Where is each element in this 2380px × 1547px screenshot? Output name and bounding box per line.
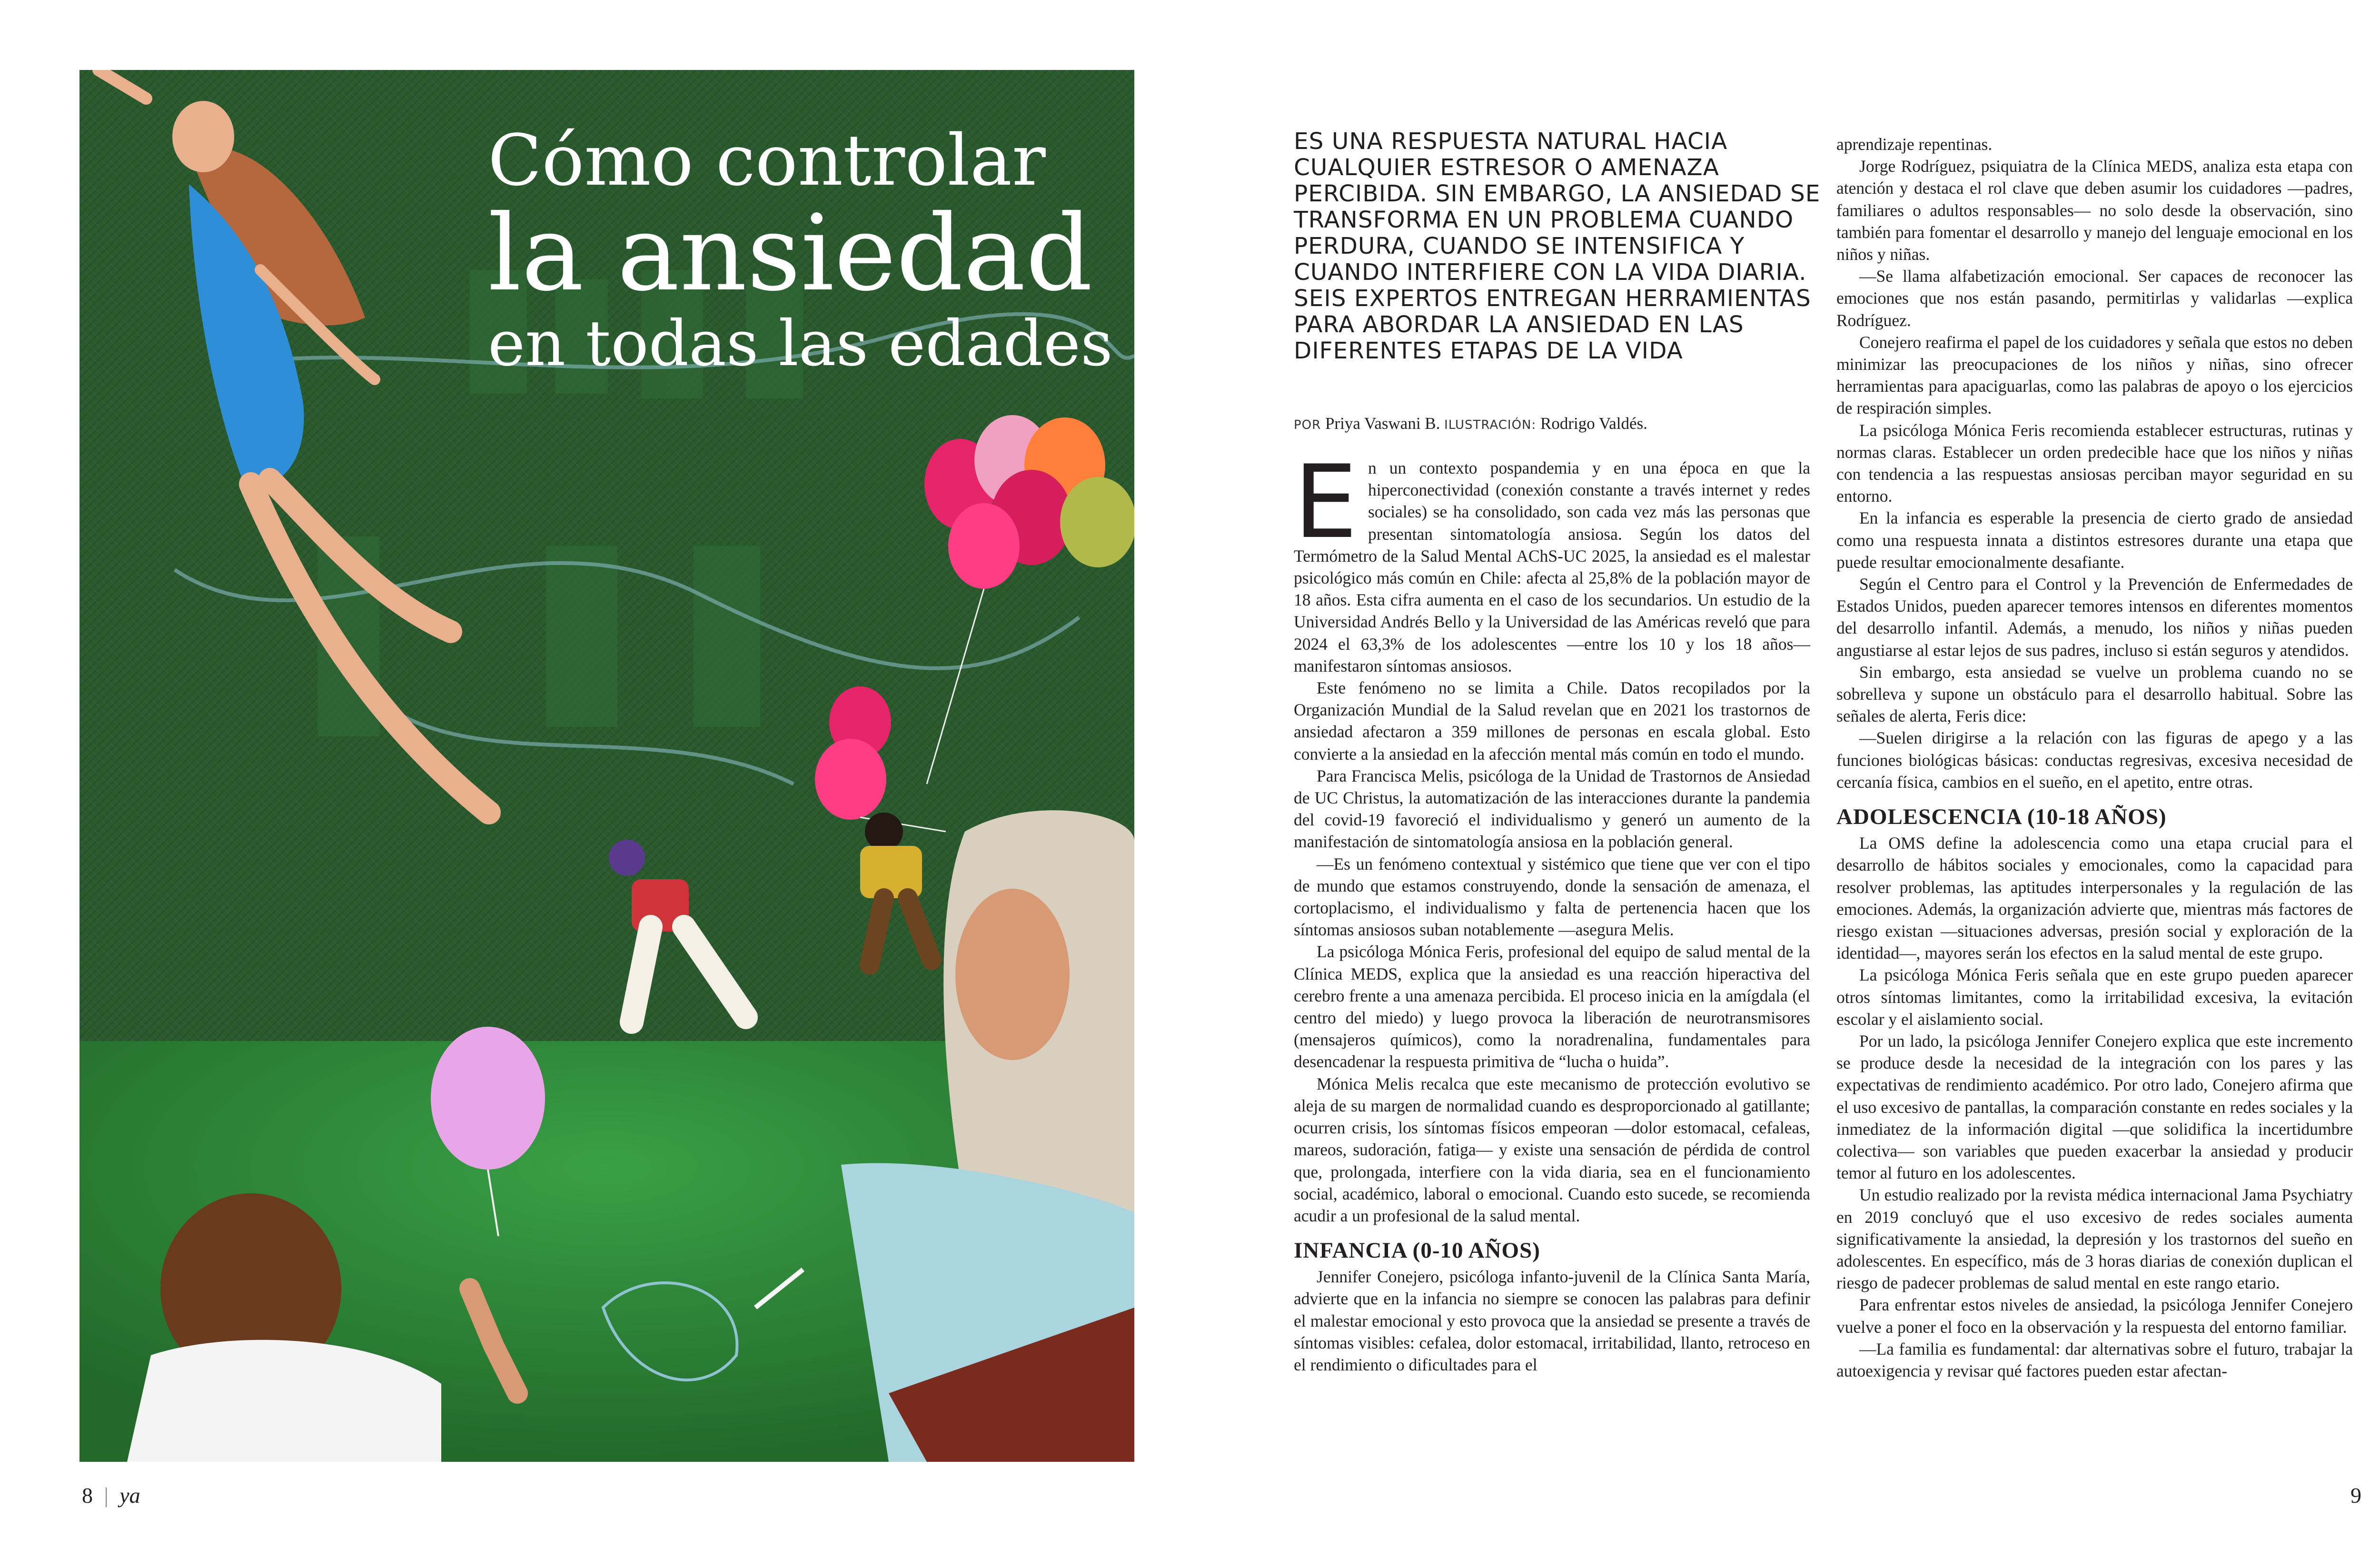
drop-cap: E (1294, 443, 1358, 561)
paragraph: La OMS define la adolescencia como una etapa crucial para el desarrollo de hábitos sociales y emocionales, como la capacidad para resolver problemas, las aptitudes interpersonales y la regulación de las emociones. Además, la organización advierte que, mientras más factores de riesgo existan —situaciones adversas, presión social y exploración de la identidad—, mayores serán los efectos en la salud mental de este grupo. (1836, 833, 2353, 963)
title-line-3: en todas las edades (488, 307, 1113, 380)
paragraph: —Es un fenómeno contextual y sistémico que tiene que ver con el tipo de mundo que estamos construyendo, donde la sensación de amenaza, el cortoplacismo, el individualismo y falta de pertenencia hacen que los síntomas ansiosos suban notablemente —asegura Melis. (1294, 854, 1810, 940)
title-line-1: Cómo controlar (488, 119, 1046, 201)
byline-illustrator: Rodrigo Valdés. (1540, 414, 1647, 433)
paragraph: Mónica Melis recalca que este mecanismo de protección evolutivo se aleja de su margen de normalidad cuando es desproporcionado al gatillante; ocurren crisis, los síntomas físicos empeoran —dolor estomacal, cefaleas, mareos, sudoración, fatiga— y existe una sensación de pérdida de control que, prolongada, interfiere con la vida diaria, sea en el funcionamiento social, académico, laboral o emocional. Cuando esto sucede, se recomienda acudir a un profesional de la salud mental. (1294, 1074, 1810, 1225)
paragraph: Conejero reafirma el papel de los cuidadores y señala que estos no deben minimizar las preocupaciones de los niños y niñas, sino ofrecer herramientas para apaciguarlas, como las palabras de apoyo o los ejercicios de respiración simples. (1836, 332, 2353, 418)
left-folio (82, 1483, 140, 1508)
article-column-1 (1294, 443, 1810, 1376)
paragraph-text: n un contexto pospandemia y en una época en que la hiperconectividad (conexión constante a través internet y redes sociales) se ha consolidado, son cada vez más las personas que presentan sintomatología ansiosa. Según los datos del Termómetro de la Salud Mental AChS-UC 2025, la ansiedad es el malestar psicológico más común en Chile: afecta al 25,8% de la población mayor de 18 años. Esta cifra aumenta en el caso de los secundarios. Un estudio de la Universidad Andrés Bello y la Universidad de las Américas reveló que para 2024 el 63,3% de los adolescentes —entre los 10 y los 18 años— manifestaron síntomas ansiosos. (1294, 458, 1810, 675)
paragraph: En la infancia es esperable la presencia de cierto grado de ansiedad como una respuesta innata a distintos estresores durante una etapa que puede resultar emocionalmente desafiante. (1836, 508, 2353, 572)
article-title (488, 119, 1113, 380)
title-line-2: la ansiedad (488, 192, 1093, 314)
article-deck: ES UNA RESPUESTA NATURAL HACIA CUALQUIER ESTRESOR O AMENAZA PERCIBIDA. SIN EMBARGO, LA ANSIEDAD SE TRANSFORMA EN UN PROBLEMA CUANDO PERDURA, CUANDO SE INTENSIFICA Y CUANDO INTERFIERE CON LA VIDA DIARIA. SEIS EXPERTOS ENTREGAN HERRAMIENTAS PARA ABORDAR LA ANSIEDAD EN LAS DIFERENTES ETAPAS DE LA VIDA (1294, 128, 1821, 364)
byline-por-label: POR (1294, 418, 1321, 432)
paragraph: La psicóloga Mónica Feris recomienda establecer estructuras, rutinas y normas claras. Establecer un orden predecible hace que los niños y niñas con tendencia a las respuestas ansiosas perciban mayor seguridad en su entorno. (1836, 420, 2353, 506)
paragraph: —Suelen dirigirse a la relación con las figuras de apego y a las funciones biológicas básicas: conductas regresivas, excesiva necesidad de cercanía física, cambios en el sueño, en el apetito, entre otras. (1836, 728, 2353, 792)
byline-illustration-label: ILUSTRACIÓN: (1444, 418, 1537, 432)
paragraph: aprendizaje repentinas. (1836, 135, 1993, 154)
paragraph: Este fenómeno no se limita a Chile. Datos recopilados por la Organización Mundial de la Salud revelan que en 2021 los trastornos de ansiedad afectaron a 359 millones de personas en escala global. Esto convierte a la ansiedad en la afección mental más común en todo el mundo. (1294, 678, 1810, 764)
section-heading-adolescencia: ADOLESCENCIA (10-18 AÑOS) (1836, 804, 2167, 830)
right-page-number: 9 (2350, 1483, 2361, 1507)
cover-illustration (79, 70, 1134, 1462)
byline-author: Priya Vaswani B. (1325, 414, 1440, 433)
paragraph: —Se llama alfabetización emocional. Ser capaces de reconocer las emociones que nos están pasando, permitirlas y validarlas —explica Rodríguez. (1836, 267, 2353, 330)
paragraph: Un estudio realizado por la revista médica internacional Jama Psychiatry en 2019 concluyó que el uso excesivo de redes sociales aumenta significativamente la ansiedad, la depresión y los trastornos del sueño en adolescentes. En específico, más de 3 horas diarias de conexión duplican el riesgo de padecer problemas de salud mental en este rango etario. (1836, 1185, 2353, 1293)
paragraph: Por un lado, la psicóloga Jennifer Conejero explica que este incremento se produce desde la necesidad de la integración con los pares y las expectativas de rendimiento académico. Por otro lado, Conejero afirma que el uso excesivo de pantallas, la comparación constante en redes sociales y la inmediatez de la información digital —que solidifica la incertidumbre colectiva— son variables que pueden exacerbar la ansiedad y producir temor al futuro en los adolescentes. (1836, 1031, 2353, 1183)
folio-separator: | (104, 1483, 109, 1507)
paragraph: La psicóloga Mónica Feris, profesional del equipo de salud mental de la Clínica MEDS, explica que la ansiedad es una reacción hiperactiva del cerebro frente a una amenaza percibida. El proceso inicia en la amígdala (el centro del miedo) y luego provoca la liberación de neurotransmisores (mensajeros químicos), como la noradrenalina, fundamentales para desencadenar la respuesta primitiva de “lucha o huida”. (1294, 942, 1810, 1071)
paragraph: Para enfrentar estos niveles de ansiedad, la psicóloga Jennifer Conejero vuelve a poner el foco en la observación y la respuesta del entorno familiar. (1836, 1295, 2353, 1337)
magazine-logo: ya (119, 1483, 140, 1507)
paragraph: Jorge Rodríguez, psiquiatra de la Clínica MEDS, analiza esta etapa con atención y destaca el rol clave que deben asumir los cuidadores —padres, familiares o adultos responsables— no solo desde la observación, sino también para fomentar el desarrollo y manejo del lenguaje emocional en los niños y niñas. (1836, 157, 2353, 264)
paragraph: Jennifer Conejero, psicóloga infanto-juvenil de la Clínica Santa María, advierte que en la infancia no siempre se conocen las palabras para definir el malestar emocional y esto provoca que la ansiedad se presente a través de síntomas visibles: cefalea, dolor estomacal, irritabilidad, llanto, retroceso en el rendimiento o dificultades para el (1294, 1267, 1810, 1374)
section-heading-infancia: INFANCIA (0-10 AÑOS) (1294, 1238, 1540, 1263)
paragraph: Sin embargo, esta ansiedad se vuelve un problema cuando no se sobrelleva y supone un obstáculo para el desarrollo habitual. Sobre las señales de alerta, Feris dice: (1836, 662, 2353, 726)
byline (1294, 414, 1647, 433)
paragraph: —La familia es fundamental: dar alternativas sobre el futuro, trabajar la autoexigencia y revisar qué factores pueden estar afectan- (1836, 1339, 2353, 1380)
paragraph: La psicóloga Mónica Feris señala que en este grupo pueden aparecer otros síntomas limitantes, como la irritabilidad excesiva, la evitación escolar y el aislamiento social. (1836, 965, 2353, 1029)
article-column-2 (1836, 133, 2353, 1382)
left-page-number: 8 (82, 1483, 93, 1507)
paragraph: Para Francisca Melis, psicóloga de la Unidad de Trastornos de Ansiedad de UC Christus, la automatización de las interacciones durante la pandemia del covid-19 favoreció el individualismo y generó un aumento de la manifestación de sintomatología ansiosa en la población general. (1294, 766, 1810, 852)
paragraph (1294, 443, 1810, 677)
paragraph: Según el Centro para el Control y la Prevención de Enfermedades de Estados Unidos, pueden aparecer temores intensos en diferentes momentos del desarrollo infantil. Además, a menudo, los niños y niñas pueden angustiarse al estar lejos de sus padres, incluso si están seguros y atendidos. (1836, 575, 2353, 660)
